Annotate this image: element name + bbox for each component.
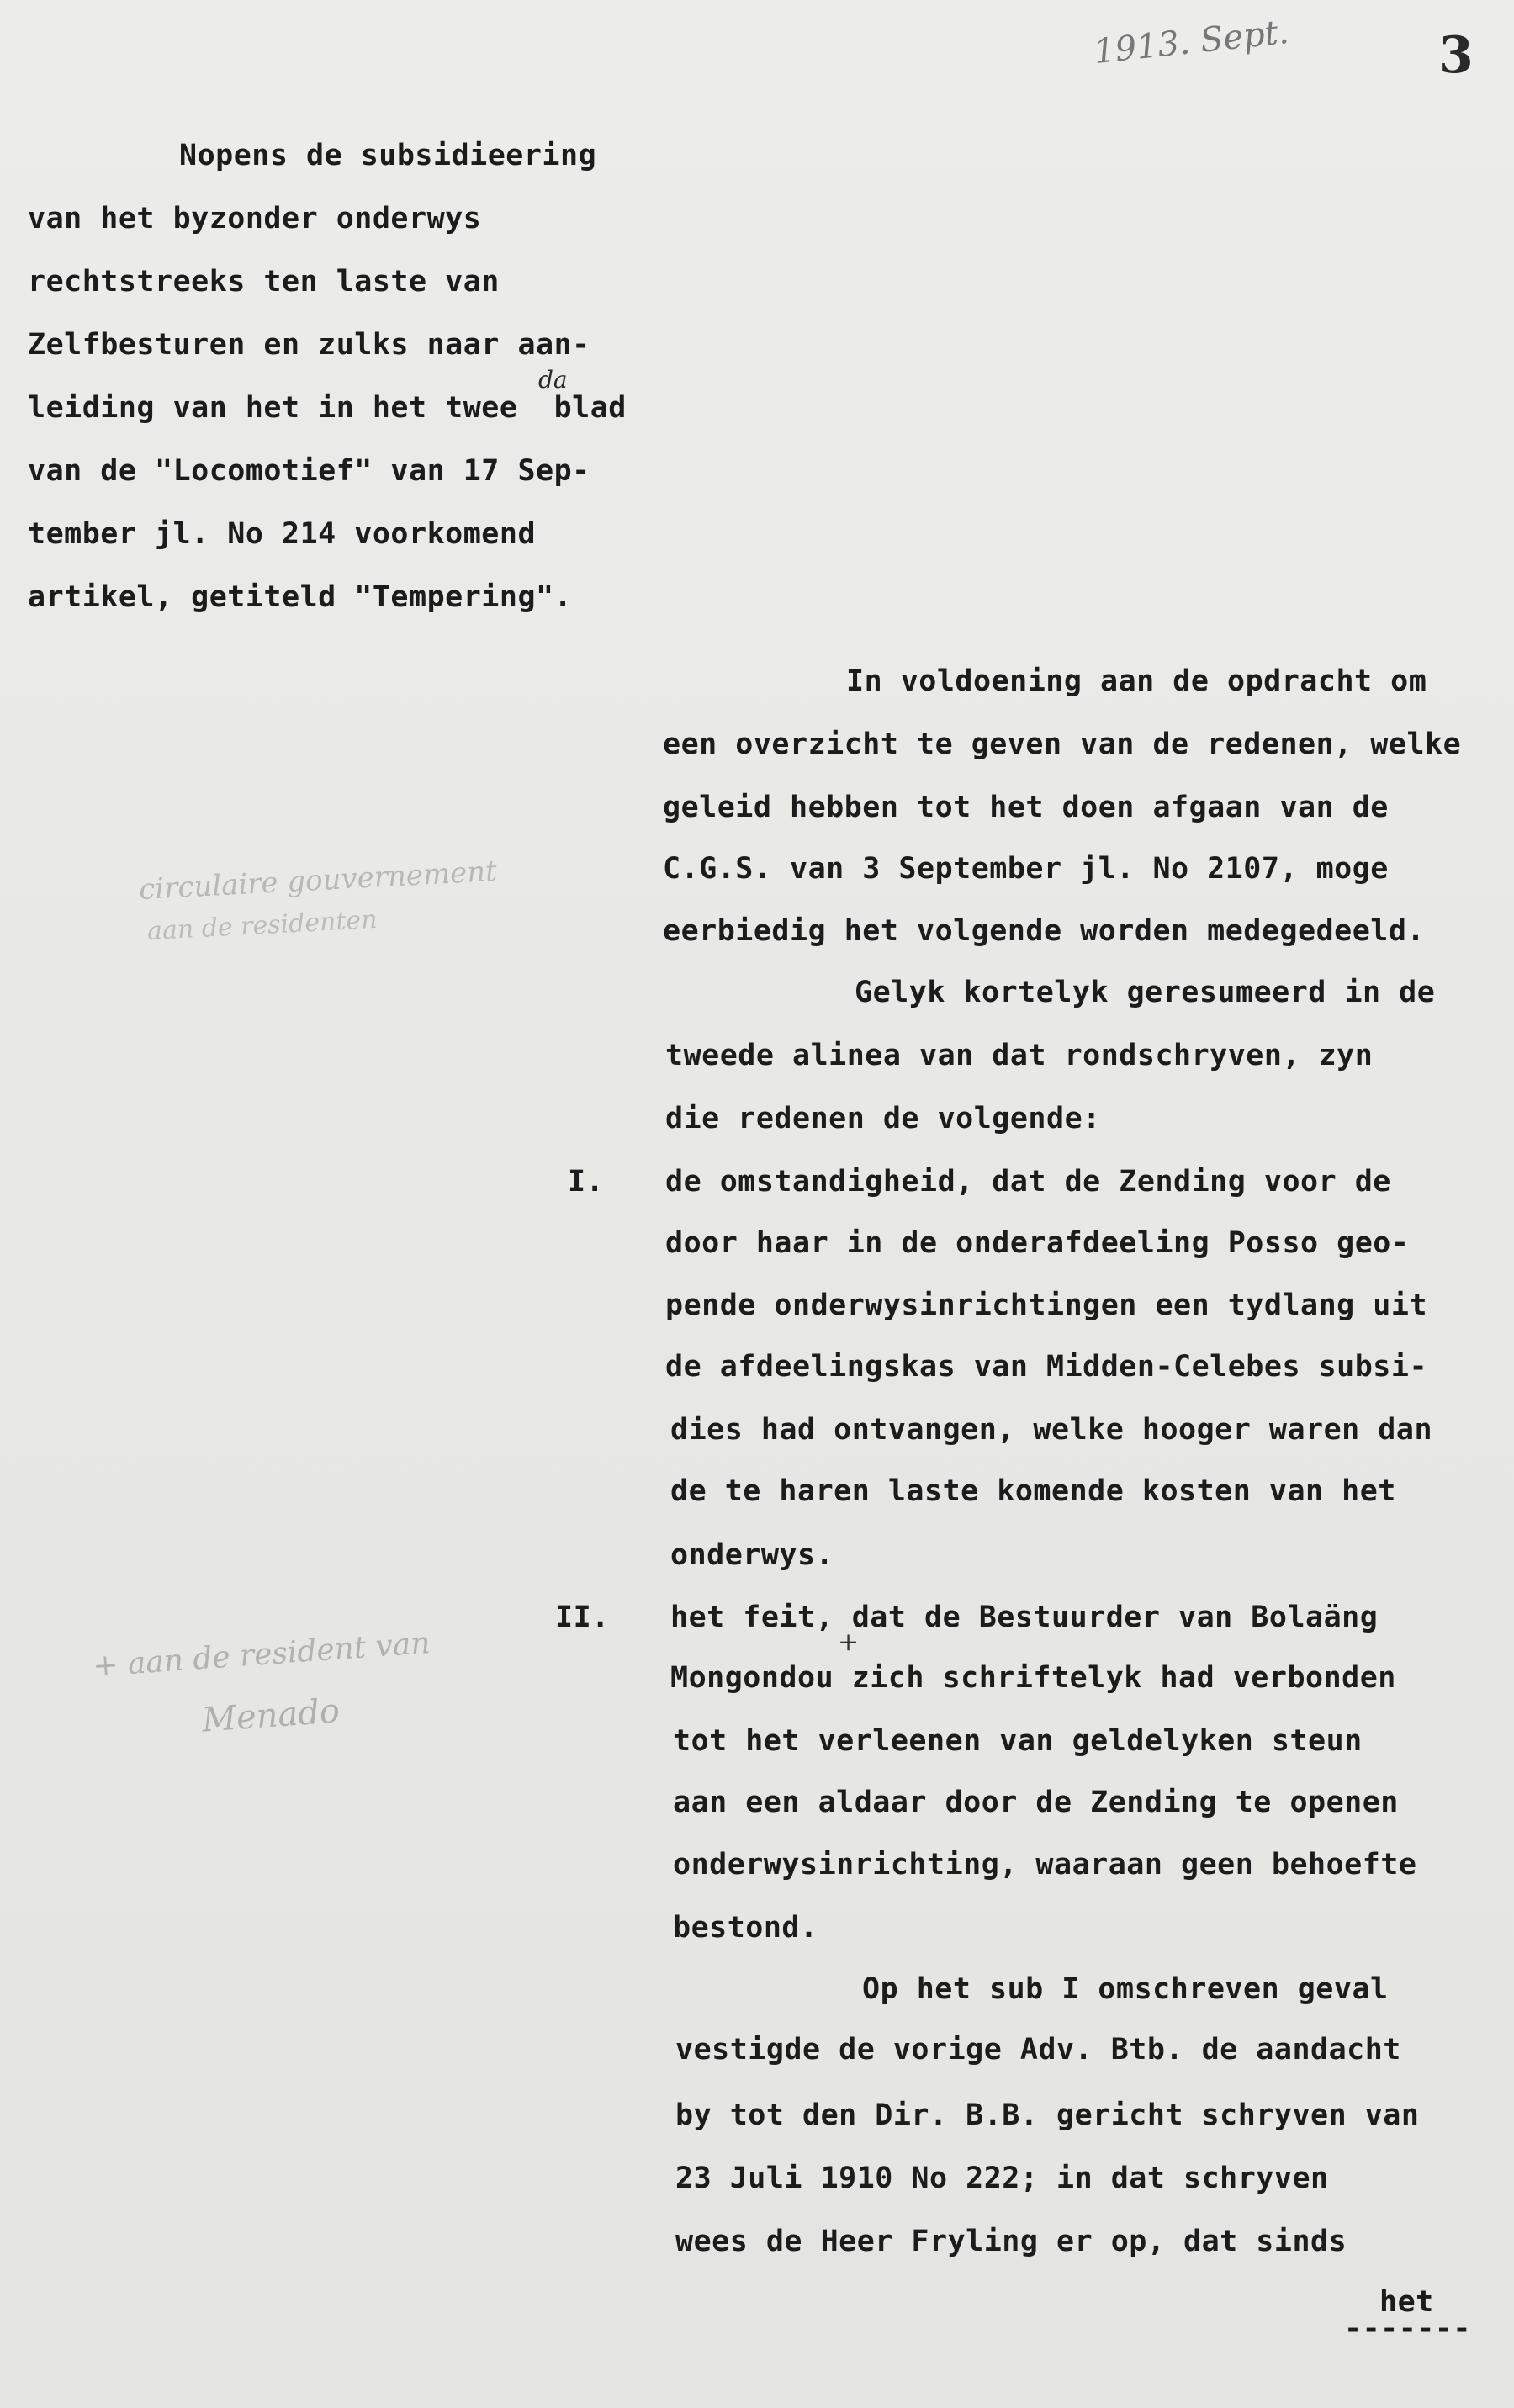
body-line: pende onderwysinrichtingen een tydlang uit	[665, 1289, 1428, 1322]
subject-line: artikel, getiteld "Tempering".	[28, 580, 573, 614]
body-line: geleid hebben tot het doen afgaan van de	[663, 791, 1389, 824]
subject-line: Zelfbesturen en zulks naar aan-	[28, 328, 590, 362]
body-line: onderwysinrichting, waaraan geen behoefte	[673, 1848, 1417, 1881]
body-line: Gelyk kortelyk geresumeerd in de	[855, 976, 1436, 1009]
body-line: vestigde de vorige Adv. Btb. de aandacht	[675, 2033, 1401, 2067]
body-line: tot het verleenen van geldelyken steun	[673, 1724, 1363, 1758]
body-line: de omstandigheid, dat de Zending voor de	[665, 1165, 1391, 1199]
body-line: dies had ontvangen, welke hooger waren dan	[670, 1413, 1433, 1447]
subject-line: van de "Locomotief" van 17 Sep-	[28, 454, 590, 488]
margin-note-faint: circulaire gouvernement	[138, 854, 498, 908]
body-line: Mongondou zich schriftelyk had verbonden	[670, 1661, 1396, 1695]
body-line: een overzicht te geven van de redenen, welke	[663, 728, 1462, 761]
body-line: aan een aldaar door de Zending te openen	[673, 1786, 1399, 1819]
body-line: wees de Heer Fryling er op, dat sinds	[675, 2225, 1347, 2258]
body-line: Op het sub I omschreven geval	[862, 1972, 1389, 2006]
body-line: die redenen de volgende:	[665, 1102, 1101, 1135]
body-line: onderwys.	[670, 1538, 834, 1572]
body-line: C.G.S. van 3 September jl. No 2107, moge	[663, 852, 1389, 886]
handwritten-insertion: da	[538, 366, 568, 394]
margin-note-faint: Menado	[200, 1691, 341, 1740]
insertion-mark: +	[838, 1627, 860, 1657]
subject-line: Nopens de subsidieering	[179, 139, 597, 172]
body-line: het feit, dat de Bestuurder van Bolaäng	[670, 1601, 1379, 1634]
handwritten-date: 1913. Sept.	[1092, 12, 1291, 72]
section-marker: II.	[555, 1601, 610, 1634]
body-line: eerbiedig het volgende worden medegedeeld.	[663, 914, 1426, 948]
body-line: de te haren laste komende kosten van het	[670, 1474, 1396, 1508]
body-line: door haar in de onderafdeeling Posso geo-	[665, 1226, 1410, 1260]
catchword: het	[1379, 2285, 1434, 2319]
subject-line: leiding van het in het twee blad	[28, 391, 627, 425]
body-line: In voldoening aan de opdracht om	[846, 664, 1427, 698]
body-line: de afdeelingskas van Midden-Celebes subsi-	[665, 1350, 1428, 1384]
catchword-rule: -------	[1344, 2312, 1472, 2346]
section-marker: I.	[568, 1165, 605, 1199]
body-line: 23 Juli 1910 No 222; in dat schryven	[675, 2162, 1329, 2195]
subject-line: rechtstreeks ten laste van	[28, 265, 500, 299]
subject-line: van het byzonder onderwys	[28, 202, 482, 236]
body-line: tweede alinea van dat rondschryven, zyn	[665, 1039, 1374, 1072]
body-line: by tot den Dir. B.B. gericht schryven van	[675, 2098, 1420, 2132]
body-line: bestond.	[673, 1911, 818, 1945]
margin-note-faint: + aan de resident van	[92, 1626, 431, 1684]
margin-note-faint: aan de residenten	[146, 904, 378, 947]
page-number: 3	[1438, 26, 1474, 85]
subject-line: tember jl. No 214 voorkomend	[28, 517, 537, 551]
